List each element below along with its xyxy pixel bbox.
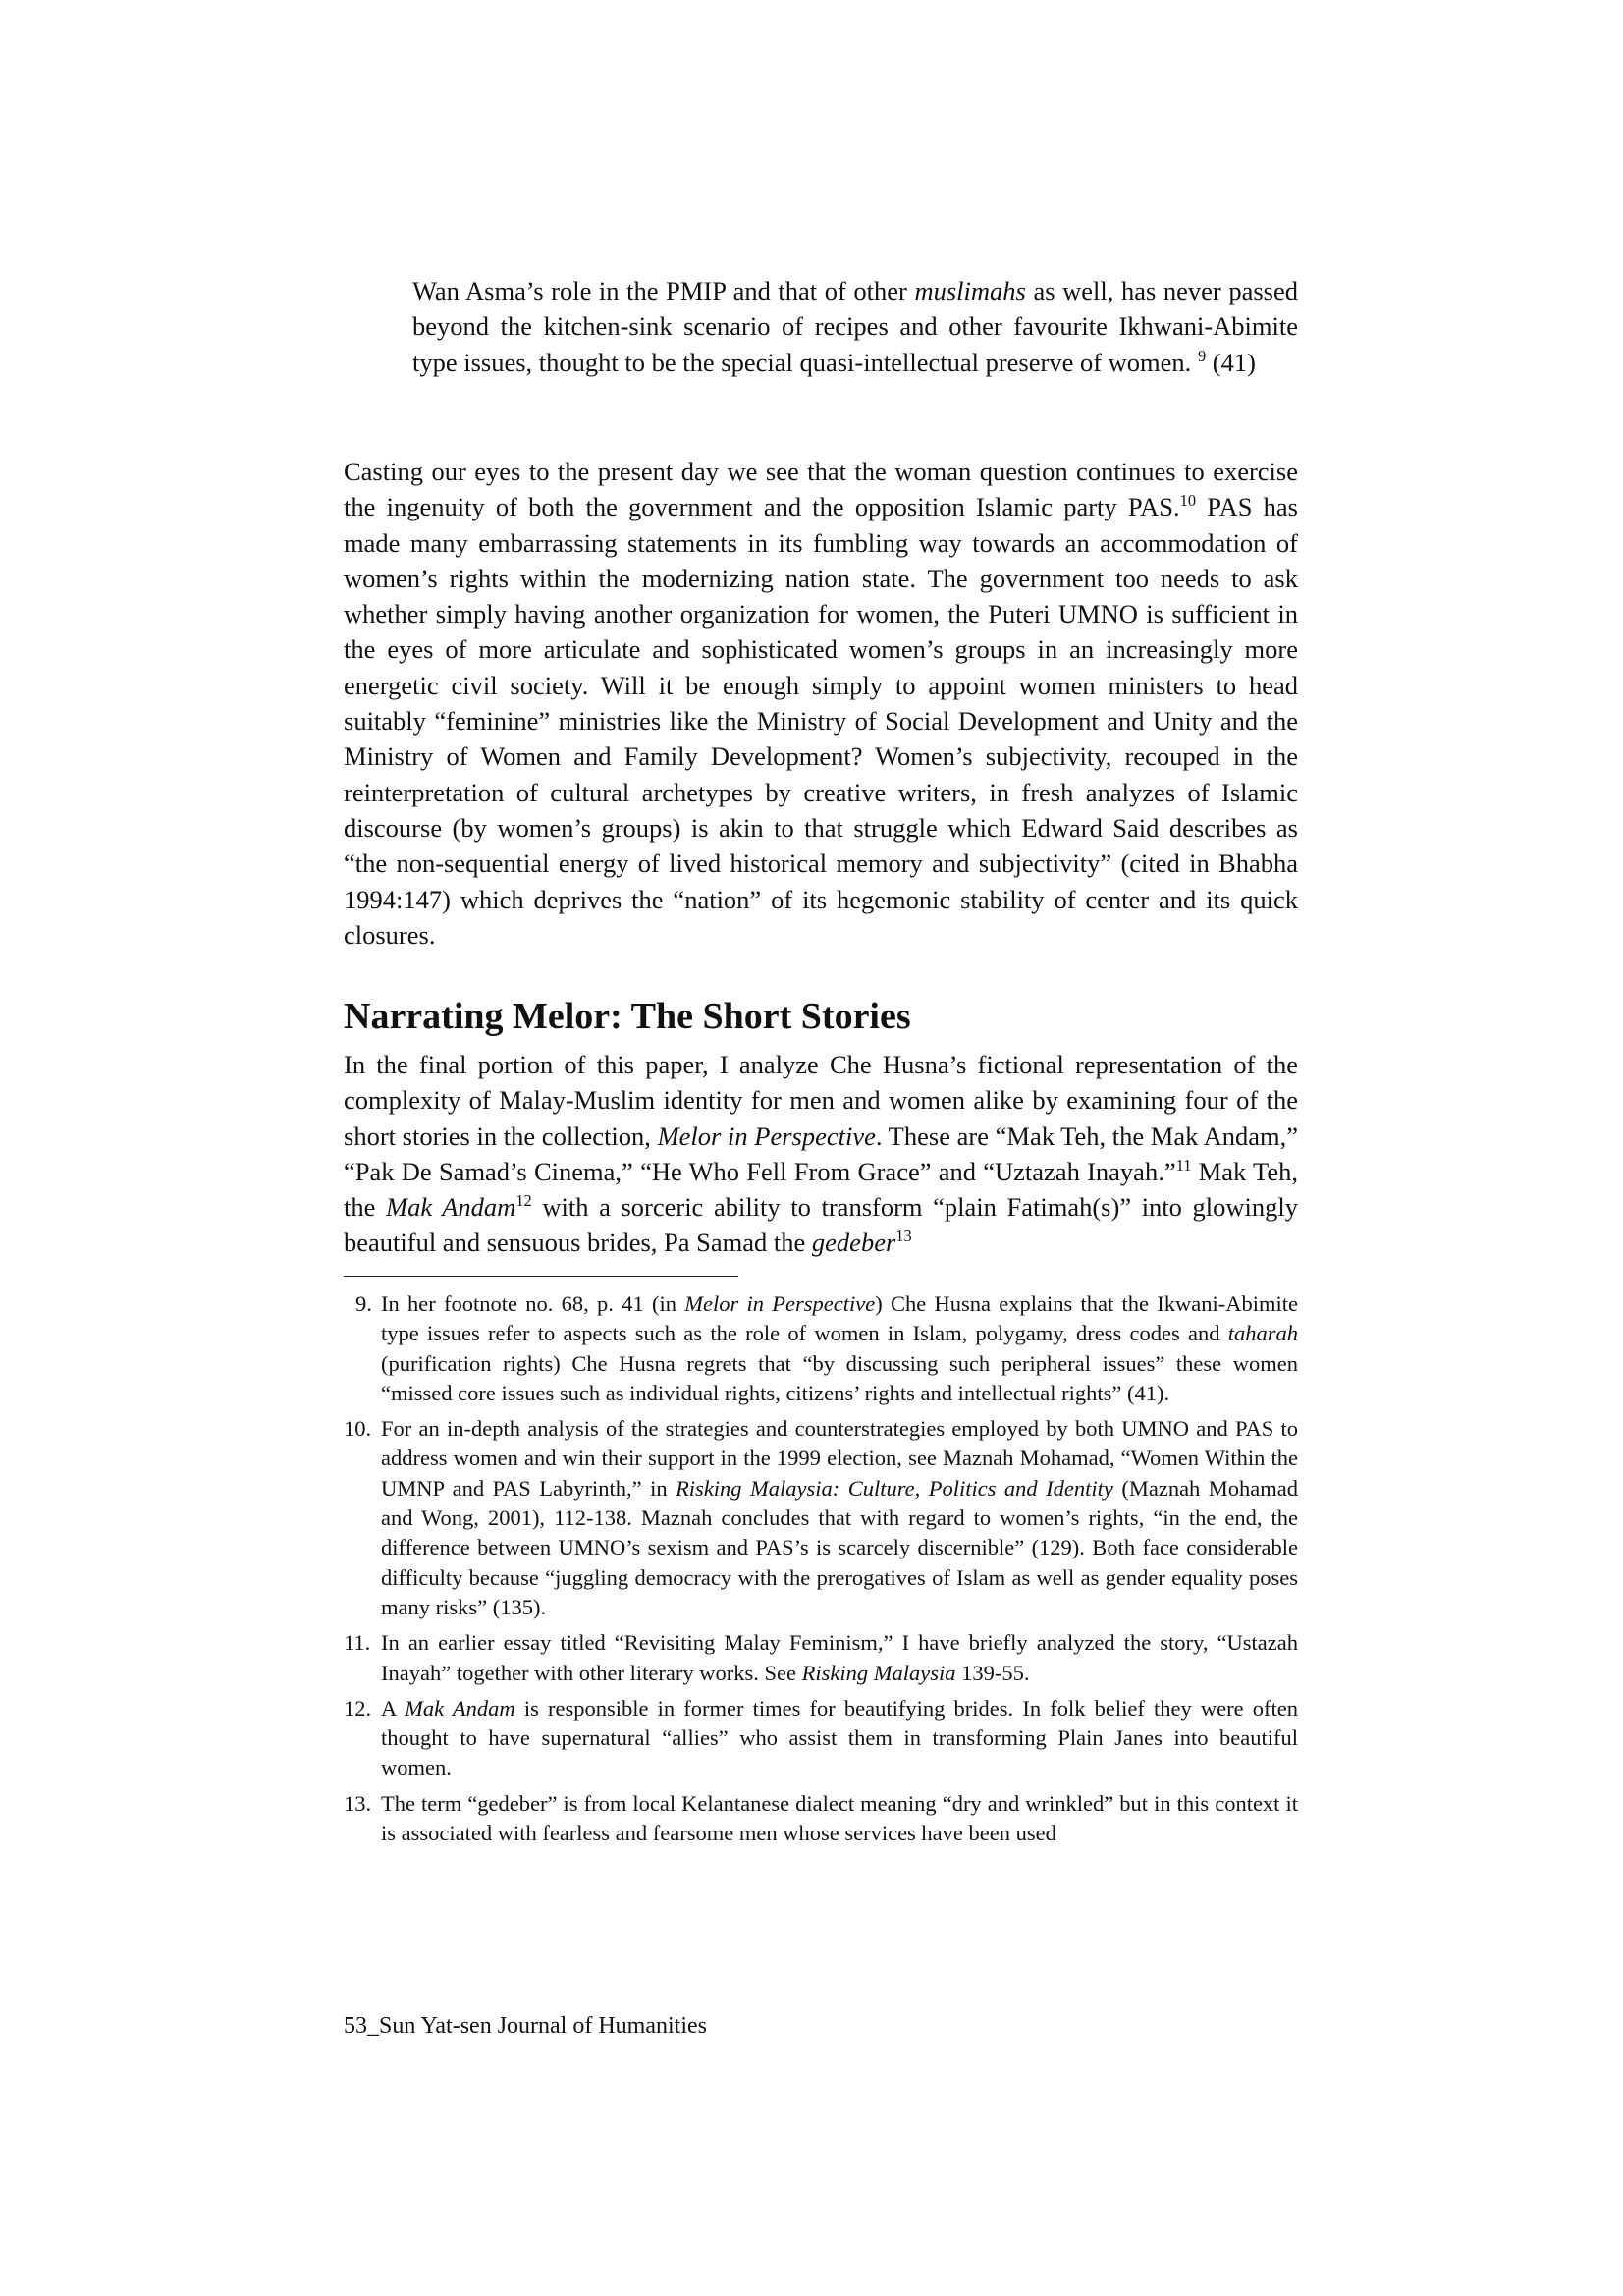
body-paragraph — [344, 1047, 1298, 1261]
footnote-13 — [344, 1789, 1298, 1849]
book-title: Melor in Perspective — [657, 1121, 876, 1151]
paragraph-text: . These are “Mak Teh, the Mak Andam,” “Pak De Samad’s Cinema,” “He Who Fell From Grace” and “Uztazah Inayah.” — [344, 1121, 1298, 1186]
block-quote — [412, 273, 1298, 380]
book-title: Risking Malaysia — [801, 1660, 956, 1685]
footnote-text: is responsible in former times for beautifying brides. In folk belief they were often thought to have supernatural “allies” who assist them in transforming Plain Janes into beautiful women. — [381, 1695, 1298, 1780]
footnote-ref-11[interactable]: 11 — [1175, 1156, 1192, 1175]
section-heading: Narrating Melor: The Short Stories — [344, 996, 911, 1037]
quote-italic-term: muslimahs — [914, 276, 1026, 305]
footnote-12 — [344, 1694, 1298, 1783]
paragraph-text: Casting our eyes to the present day we see that the woman question continues to exercise the ingenuity of both the government and the opposition Islamic party PAS. — [344, 457, 1298, 522]
page-footer: 53_Sun Yat-sen Journal of Humanities — [344, 2013, 707, 2039]
footnote-number: 11. — [344, 1630, 371, 1656]
italic-term: Mak Andam — [405, 1695, 515, 1721]
footnote-text: For an in-depth analysis of the strategies and counterstrategies employed by both UMNO and PAS to address women and win their support in the 1999 election, see Maznah Mohamad, “Women Within the UMNP and PAS Labyrinth,” in — [381, 1416, 1298, 1501]
footnote-ref-13[interactable]: 13 — [895, 1227, 912, 1246]
quote-citation: (41) — [1206, 347, 1256, 377]
footnote-ref-12[interactable]: 12 — [515, 1191, 532, 1211]
footnote-ref-10[interactable]: 10 — [1179, 491, 1197, 511]
quote-text: as well, has never passed beyond the kitchen-sink scenario of recipes and other favourite Ikhwani-Abimite type issues, thought to be the special quasi-intellectual preserve of women. — [412, 276, 1298, 377]
footnotes — [344, 1289, 1298, 1854]
footnote-number: 13. — [344, 1790, 372, 1816]
footnote-text: In her footnote no. 68, p. 41 (in — [381, 1291, 685, 1316]
footnote-text: A — [381, 1695, 406, 1721]
paragraph-text: In the final portion of this paper, I analyze Che Husna’s fictional representation of the complexity of Malay-Muslim identity for men and women alike by examining four of the short stories in the collection, — [344, 1050, 1298, 1151]
quote-text: Wan Asma’s role in the PMIP and that of other — [412, 276, 915, 305]
italic-term: gedeber — [811, 1228, 896, 1258]
italic-term: Mak Andam — [386, 1192, 516, 1223]
paragraph-text: with a sorceric ability to transform “plain Fatimah(s)” into glowingly beautiful and sensuous brides, Pa Samad the — [344, 1192, 1299, 1258]
footnote-10 — [344, 1414, 1298, 1622]
footnote-text: (Maznah Mohamad and Wong, 2001), 112-138. Maznah concludes that with regard to women’s rights, “in the end, the difference between UMNO’s sexism and PAS’s is scarcely discernible” (129). Both face considerable difficulty because “juggling democracy with the prerogatives of Islam as well as gender equality poses many risks” (135). — [381, 1475, 1298, 1619]
footnote-divider — [344, 1276, 738, 1277]
footnote-number: 9. — [355, 1291, 372, 1316]
footnote-9 — [344, 1289, 1298, 1408]
footnote-text: ) Che Husna explains that the Ikwani-Abimite type issues refer to aspects such as the role of women in Islam, polygamy, dress codes and — [381, 1291, 1299, 1346]
paragraph-text: Mak Teh, the — [344, 1156, 1299, 1223]
footnote-text: The term “gedeber” is from local Kelantanese dialect meaning “dry and wrinkled” but in this context it is associated with fearless and fearsome men whose services have been used — [381, 1790, 1298, 1846]
italic-term: taharah — [1227, 1321, 1298, 1346]
footnote-text: (purification rights) Che Husna regrets that “by discussing such peripheral issues” these women “missed core issues such as individual rights, citizens’ rights and intellectual rights” (41). — [381, 1350, 1298, 1405]
footnote-11 — [344, 1628, 1298, 1688]
body-paragraph — [344, 454, 1298, 953]
footnote-ref-9[interactable]: 9 — [1197, 346, 1207, 365]
paragraph-text: PAS has made many embarrassing statements in its fumbling way towards an accommodation of women’s rights within the modernizing nation state. The government too needs to ask whether simply having another organization for women, the Puteri UMNO is sufficient in the eyes of more articulate and sophisticated women’s groups in an increasingly more energetic civil society. Will it be enough simply to appoint women ministers to head suitably “feminine” ministries like the Ministry of Social Development and Unity and the Ministry of Women and Family Development? Women’s subjectivity, recouped in the reinterpretation of cultural archetypes by creative writers, in fresh analyzes of Islamic discourse (by women’s groups) is akin to that struggle which Edward Said describes as “the non-sequential energy of lived historical memory and subjectivity” (cited in Bhabha 1994:147) which deprives the “nation” of its hegemonic stability of center and its quick closures. — [344, 492, 1298, 950]
footnote-number: 10. — [344, 1416, 372, 1442]
footnote-text: In an earlier essay titled “Revisiting Malay Feminism,” I have briefly analyzed the story, “Ustazah Inayah” together with other literary works. See — [381, 1630, 1298, 1685]
footnote-text: 139-55. — [955, 1660, 1030, 1685]
book-title: Risking Malaysia: Culture, Politics and Identity — [676, 1475, 1113, 1501]
book-title: Melor in Perspective — [684, 1291, 876, 1316]
footnote-number: 12. — [344, 1695, 372, 1721]
